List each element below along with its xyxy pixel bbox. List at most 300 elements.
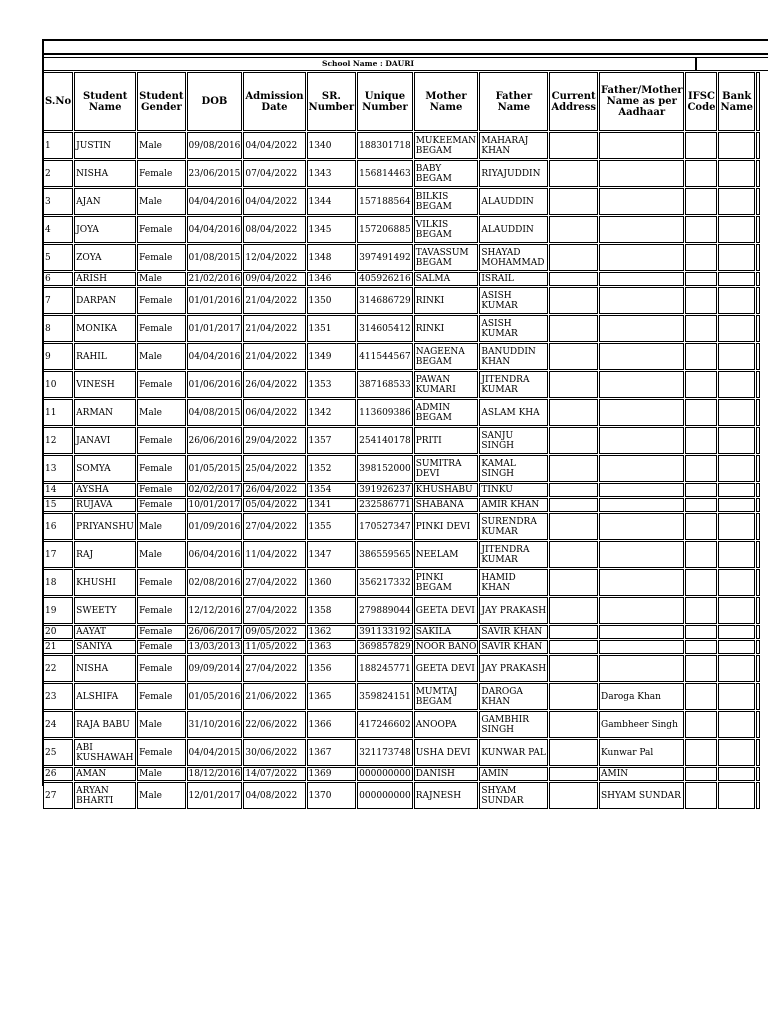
cell-cut-off (756, 371, 760, 398)
cell-current-address (549, 287, 598, 314)
cell-cut-off (756, 640, 760, 654)
cell-father-name: ALAUDDIN (479, 188, 548, 215)
cell-sno: 1 (43, 132, 73, 159)
cell-student-name: ARISH (74, 272, 136, 286)
header-sr-number: SR. Number (307, 72, 357, 131)
cell-admission-date: 14/07/2022 (243, 767, 305, 781)
cell-sno: 17 (43, 541, 73, 568)
cell-father-name: JITENDRA KUMAR (479, 541, 548, 568)
header-dob: DOB (187, 72, 243, 131)
cell-unique-number: 321173748 (357, 739, 413, 766)
cell-admission-date: 27/04/2022 (243, 513, 305, 540)
cell-sr-number: 1345 (307, 216, 357, 243)
table-row (43, 513, 760, 540)
cell-current-address (549, 782, 598, 809)
cell-father-name: KAMAL SINGH (479, 455, 548, 482)
cell-student-name: VINESH (74, 371, 136, 398)
cell-student-name: SOMYA (74, 455, 136, 482)
cell-sno: 26 (43, 767, 73, 781)
cell-gender: Female (137, 315, 185, 342)
cell-father-name: ALAUDDIN (479, 216, 548, 243)
cell-bank-name (718, 782, 755, 809)
cell-current-address (549, 244, 598, 271)
table-row (43, 216, 760, 243)
cell-ifsc-code (685, 498, 717, 512)
cell-dob: 09/09/2014 (187, 655, 243, 682)
cell-current-address (549, 513, 598, 540)
cell-student-name: ZOYA (74, 244, 136, 271)
cell-gender: Male (137, 541, 185, 568)
cell-gender: Male (137, 272, 185, 286)
cell-student-name: ARYAN BHARTI (74, 782, 136, 809)
table-row (43, 711, 760, 738)
cell-father-name: SAVIR KHAN (479, 625, 548, 639)
cell-ifsc-code (685, 513, 717, 540)
cell-cut-off (756, 625, 760, 639)
cell-cut-off (756, 498, 760, 512)
cell-ifsc-code (685, 287, 717, 314)
cell-admission-date: 21/04/2022 (243, 343, 305, 370)
cell-dob: 26/06/2017 (188, 627, 241, 637)
cell-sr-number: 1352 (307, 455, 357, 482)
cell-admission-date: 11/04/2022 (243, 541, 305, 568)
cell-bank-name (718, 427, 755, 454)
cell-cut-off (756, 315, 760, 342)
cell-student-name: SANIYA (74, 640, 136, 654)
cell-aadhaar-name (599, 188, 684, 215)
cell-bank-name (718, 287, 755, 314)
cell-father-name: BANUDDIN KHAN (479, 343, 548, 370)
table-row (43, 655, 760, 682)
header-student-gender: Student Gender (137, 72, 185, 131)
cell-aadhaar-name (599, 498, 684, 512)
cell-unique-number: 157188564 (357, 188, 413, 215)
cell-aadhaar-name (599, 640, 684, 654)
cell-mother-name: SAKILA (414, 625, 479, 639)
cell-father-name: JAY PRAKASH (479, 655, 548, 682)
header-current-address: Current Address (549, 72, 598, 131)
cell-sno: 13 (43, 455, 73, 482)
cell-father-name: SANJU SINGH (479, 427, 548, 454)
cell-admission-date: 09/05/2022 (243, 625, 305, 639)
cell-ifsc-code (685, 399, 717, 426)
table-row (43, 315, 760, 342)
cell-unique-number: 417246602 (357, 711, 413, 738)
cell-sno: 7 (43, 287, 73, 314)
cell-sr-number: 1354 (307, 483, 357, 497)
cell-current-address (549, 272, 598, 286)
cell-mother-name: MUMTAJ BEGAM (414, 683, 479, 710)
cell-aadhaar-name (599, 244, 684, 271)
cell-dob: 26/06/2016 (187, 427, 243, 454)
cell-aadhaar-name: SHYAM SUNDAR (599, 782, 684, 809)
cell-dob: 12/01/2017 (187, 782, 243, 809)
cell-gender: Female (137, 216, 185, 243)
cell-student-name: KHUSHI (74, 569, 136, 596)
cell-current-address (549, 188, 598, 215)
cell-cut-off (756, 244, 760, 271)
cell-father-name: AMIR KHAN (479, 498, 548, 512)
cell-bank-name (718, 160, 755, 187)
cell-ifsc-code (685, 483, 717, 497)
cell-dob: 23/06/2015 (187, 160, 243, 187)
cell-admission-date: 08/04/2022 (243, 216, 305, 243)
cell-bank-name (718, 711, 755, 738)
cell-gender: Male (137, 513, 185, 540)
school-name: School Name : DAURI (322, 59, 414, 68)
cell-sno: 6 (43, 272, 73, 286)
cell-gender: Female (137, 371, 185, 398)
cell-bank-name (718, 739, 755, 766)
cell-mother-name: MUKEEMAN BEGAM (414, 132, 479, 159)
cell-father-name: JITENDRA KUMAR (479, 371, 548, 398)
cell-sr-number: 1349 (307, 343, 357, 370)
cell-cut-off (756, 655, 760, 682)
cell-aadhaar-name (599, 541, 684, 568)
cell-sr-number: 1344 (307, 188, 357, 215)
cell-admission-date: 21/04/2022 (243, 315, 305, 342)
cell-ifsc-code (685, 132, 717, 159)
cell-sr-number: 1353 (307, 371, 357, 398)
cell-current-address (549, 132, 598, 159)
cell-sno: 19 (43, 597, 73, 624)
cell-aadhaar-name (599, 625, 684, 639)
cell-current-address (549, 343, 598, 370)
cell-sr-number: 1367 (307, 739, 357, 766)
cell-sno: 2 (43, 160, 73, 187)
cell-ifsc-code (685, 315, 717, 342)
cell-aadhaar-name (599, 427, 684, 454)
cell-gender: Female (137, 625, 185, 639)
cell-cut-off (756, 455, 760, 482)
cell-student-name: RAHIL (74, 343, 136, 370)
cell-ifsc-code (685, 655, 717, 682)
table-row (43, 498, 760, 512)
cell-admission-date: 22/06/2022 (243, 711, 305, 738)
cell-gender: Male (137, 782, 185, 809)
cell-sr-number: 1363 (307, 640, 357, 654)
cell-aadhaar-name (599, 569, 684, 596)
cell-mother-name: PINKI BEGAM (414, 569, 479, 596)
cell-sr-number: 1348 (307, 244, 357, 271)
cell-aadhaar-name (599, 371, 684, 398)
cell-sr-number: 1366 (307, 711, 357, 738)
cell-dob: 02/02/2017 (188, 485, 241, 495)
cell-sr-number: 1347 (307, 541, 357, 568)
cell-cut-off (756, 711, 760, 738)
cell-aadhaar-name (599, 455, 684, 482)
cell-cut-off (756, 343, 760, 370)
cell-sr-number: 1350 (307, 287, 357, 314)
cell-dob: 06/04/2016 (187, 541, 243, 568)
header-sno: S.No (43, 72, 73, 131)
cell-bank-name (718, 683, 755, 710)
cell-sr-number: 1357 (307, 427, 357, 454)
cell-cut-off (756, 767, 760, 781)
cell-dob: 01/09/2016 (187, 513, 243, 540)
cell-unique-number: 000000000 (357, 782, 413, 809)
header-row (43, 72, 760, 131)
cell-ifsc-code (685, 272, 717, 286)
cell-student-name: RAJ (74, 541, 136, 568)
cell-sr-number: 1346 (307, 272, 357, 286)
cell-cut-off (756, 597, 760, 624)
title-bar (42, 39, 768, 55)
cell-sr-number: 1369 (307, 767, 357, 781)
student-table (42, 71, 761, 810)
cell-gender: Female (137, 569, 185, 596)
cell-dob: 02/08/2016 (187, 569, 243, 596)
cell-gender: Male (137, 711, 185, 738)
cell-current-address (549, 640, 598, 654)
cell-cut-off (756, 399, 760, 426)
cell-ifsc-code (685, 782, 717, 809)
cell-admission-date: 27/04/2022 (243, 655, 305, 682)
cell-sr-number: 1340 (307, 132, 357, 159)
table-row (43, 287, 760, 314)
cell-current-address (549, 315, 598, 342)
cell-cut-off (756, 782, 760, 809)
cell-bank-name (718, 244, 755, 271)
left-border (42, 39, 44, 786)
cell-current-address (549, 399, 598, 426)
table-row (43, 597, 760, 624)
cell-sr-number: 1343 (307, 160, 357, 187)
cell-ifsc-code (685, 455, 717, 482)
cell-gender: Male (137, 188, 185, 215)
cell-admission-date: 07/04/2022 (243, 160, 305, 187)
cell-unique-number: 188301718 (357, 132, 413, 159)
cell-dob: 01/05/2015 (187, 455, 243, 482)
cell-current-address (549, 541, 598, 568)
cell-bank-name (718, 343, 755, 370)
cell-father-name: TINKU (479, 483, 548, 497)
cell-cut-off (756, 569, 760, 596)
cell-current-address (549, 597, 598, 624)
cell-ifsc-code (685, 767, 717, 781)
cell-current-address (549, 767, 598, 781)
cell-sr-number: 1351 (307, 315, 357, 342)
cell-mother-name: NOOR BANO (415, 642, 477, 652)
table-row (43, 343, 760, 370)
cell-unique-number: 391133192 (359, 627, 411, 637)
cell-bank-name (718, 188, 755, 215)
cell-admission-date: 27/04/2022 (243, 597, 305, 624)
cell-admission-date: 06/04/2022 (243, 399, 305, 426)
cell-cut-off (756, 216, 760, 243)
cell-ifsc-code (685, 244, 717, 271)
table-row (43, 244, 760, 271)
cell-cut-off (756, 188, 760, 215)
cell-mother-name: ADMIN BEGAM (414, 399, 479, 426)
cell-unique-number: 188245771 (357, 655, 413, 682)
cell-student-name: AMAN (74, 767, 136, 781)
cell-dob: 04/04/2016 (187, 216, 243, 243)
table-row (43, 483, 760, 497)
cell-gender: Female (137, 597, 185, 624)
cell-admission-date: 04/08/2022 (243, 782, 305, 809)
cell-current-address (549, 498, 598, 512)
cell-cut-off (756, 483, 760, 497)
cell-unique-number: 170527347 (357, 513, 413, 540)
cell-father-name: ASISH KUMAR (479, 287, 548, 314)
cell-dob: 09/08/2016 (187, 132, 243, 159)
cell-father-name: SAVIR KHAN (479, 640, 548, 654)
cell-mother-name: NEELAM (414, 541, 479, 568)
cell-dob: 01/01/2017 (187, 315, 243, 342)
cell-bank-name (718, 767, 755, 781)
cell-student-name: DARPAN (74, 287, 136, 314)
cell-admission-date: 04/04/2022 (243, 188, 305, 215)
cell-gender: Female (137, 655, 185, 682)
header-unique-number: Unique Number (357, 72, 413, 131)
cell-student-name: JANAVI (74, 427, 136, 454)
cell-unique-number: 000000000 (359, 769, 411, 779)
cell-dob: 04/08/2015 (187, 399, 243, 426)
cell-ifsc-code (685, 188, 717, 215)
cell-aadhaar-name: AMIN (599, 767, 684, 781)
cell-aadhaar-name (599, 216, 684, 243)
cell-dob: 04/04/2015 (187, 739, 243, 766)
cell-sno: 14 (43, 483, 73, 497)
cell-dob: 04/04/2016 (187, 343, 243, 370)
cell-sno: 20 (43, 625, 73, 639)
cell-unique-number: 232586771 (359, 500, 411, 510)
cell-mother-name: USHA DEVI (414, 739, 479, 766)
cell-student-name: ARMAN (74, 399, 136, 426)
cell-aadhaar-name: Daroga Khan (599, 683, 684, 710)
cell-dob: 01/08/2015 (187, 244, 243, 271)
cell-cut-off (756, 132, 760, 159)
cell-dob: 01/06/2016 (187, 371, 243, 398)
cell-ifsc-code (685, 371, 717, 398)
cell-current-address (549, 569, 598, 596)
cell-admission-date: 26/04/2022 (243, 483, 305, 497)
table-row (43, 569, 760, 596)
cell-admission-date: 29/04/2022 (243, 427, 305, 454)
cell-admission-date: 26/04/2022 (243, 371, 305, 398)
cell-mother-name: KHUSHABU (414, 483, 479, 497)
cell-ifsc-code (685, 343, 717, 370)
table-row (43, 160, 760, 187)
cell-current-address (549, 216, 598, 243)
cell-father-name: MAHARAJ KHAN (479, 132, 548, 159)
cell-current-address (549, 625, 598, 639)
cell-sno: 9 (43, 343, 73, 370)
cell-sno: 27 (43, 782, 73, 809)
cell-student-name: JOYA (74, 216, 136, 243)
cell-gender: Male (137, 399, 185, 426)
cell-bank-name (718, 513, 755, 540)
cell-sno: 25 (43, 739, 73, 766)
table-row (43, 541, 760, 568)
cell-aadhaar-name (599, 513, 684, 540)
cell-unique-number: 157206885 (357, 216, 413, 243)
cell-admission-date: 27/04/2022 (243, 569, 305, 596)
table-body (43, 132, 760, 809)
cell-dob: 18/12/2016 (188, 769, 241, 779)
cell-mother-name: GEETA DEVI (414, 597, 479, 624)
table-row (43, 399, 760, 426)
cell-sno: 15 (43, 498, 73, 512)
cell-current-address (549, 371, 598, 398)
cell-bank-name (718, 655, 755, 682)
cell-gender: Female (137, 244, 185, 271)
cell-bank-name (718, 498, 755, 512)
table-row (43, 640, 760, 654)
cell-sno: 5 (43, 244, 73, 271)
cell-father-name: SHYAM SUNDAR (479, 782, 548, 809)
cell-ifsc-code (685, 427, 717, 454)
cell-mother-name: TAVASSUM BEGAM (414, 244, 479, 271)
cell-father-name: RIYAJUDDIN (479, 160, 548, 187)
cell-student-name: SWEETY (74, 597, 136, 624)
cell-sno: 8 (43, 315, 73, 342)
table-row (43, 188, 760, 215)
cell-bank-name (718, 399, 755, 426)
cell-unique-number: 113609386 (357, 399, 413, 426)
header-admission-date: Admission Date (243, 72, 305, 131)
cell-unique-number: 314605412 (357, 315, 413, 342)
cell-unique-number: 386559565 (357, 541, 413, 568)
cell-gender: Male (137, 343, 185, 370)
cell-unique-number: 156814463 (357, 160, 413, 187)
cell-aadhaar-name (599, 597, 684, 624)
cell-gender: Male (137, 767, 185, 781)
cell-cut-off (756, 427, 760, 454)
cell-sno: 12 (43, 427, 73, 454)
cell-unique-number: 279889044 (357, 597, 413, 624)
cell-cut-off (756, 683, 760, 710)
header-aadhaar-name: Father/Mother Name as per Aadhaar (599, 72, 684, 131)
cell-student-name: ALSHIFA (74, 683, 136, 710)
cell-unique-number: 356217332 (357, 569, 413, 596)
cell-sr-number: 1365 (307, 683, 357, 710)
header-cut-off-column (756, 72, 760, 131)
cell-current-address (549, 483, 598, 497)
cell-current-address (549, 655, 598, 682)
cell-dob: 01/05/2016 (187, 683, 243, 710)
cell-cut-off (756, 739, 760, 766)
cell-aadhaar-name (599, 132, 684, 159)
cell-bank-name (718, 455, 755, 482)
cell-aadhaar-name (599, 655, 684, 682)
cell-bank-name (718, 483, 755, 497)
cell-ifsc-code (685, 216, 717, 243)
cell-bank-name (718, 216, 755, 243)
cell-mother-name: PINKI DEVI (414, 513, 479, 540)
cell-sno: 4 (43, 216, 73, 243)
table-row (43, 739, 760, 766)
cell-mother-name: RAJNESH (414, 782, 479, 809)
cell-aadhaar-name (599, 483, 684, 497)
cell-sr-number: 1362 (307, 625, 357, 639)
header-ifsc-code: IFSC Code (685, 72, 717, 131)
cell-student-name: NISHA (74, 655, 136, 682)
cell-mother-name: BILKIS BEGAM (414, 188, 479, 215)
cell-mother-name: GEETA DEVI (414, 655, 479, 682)
cell-mother-name: RINKI (414, 287, 479, 314)
cell-sr-number: 1370 (307, 782, 357, 809)
cell-sno: 11 (43, 399, 73, 426)
cell-sno: 10 (43, 371, 73, 398)
cell-current-address (549, 455, 598, 482)
cell-student-name: MONIKA (74, 315, 136, 342)
cell-sno: 22 (43, 655, 73, 682)
cell-mother-name: DANISH (414, 767, 479, 781)
cell-unique-number: 411544567 (357, 343, 413, 370)
school-name-row (42, 57, 768, 71)
